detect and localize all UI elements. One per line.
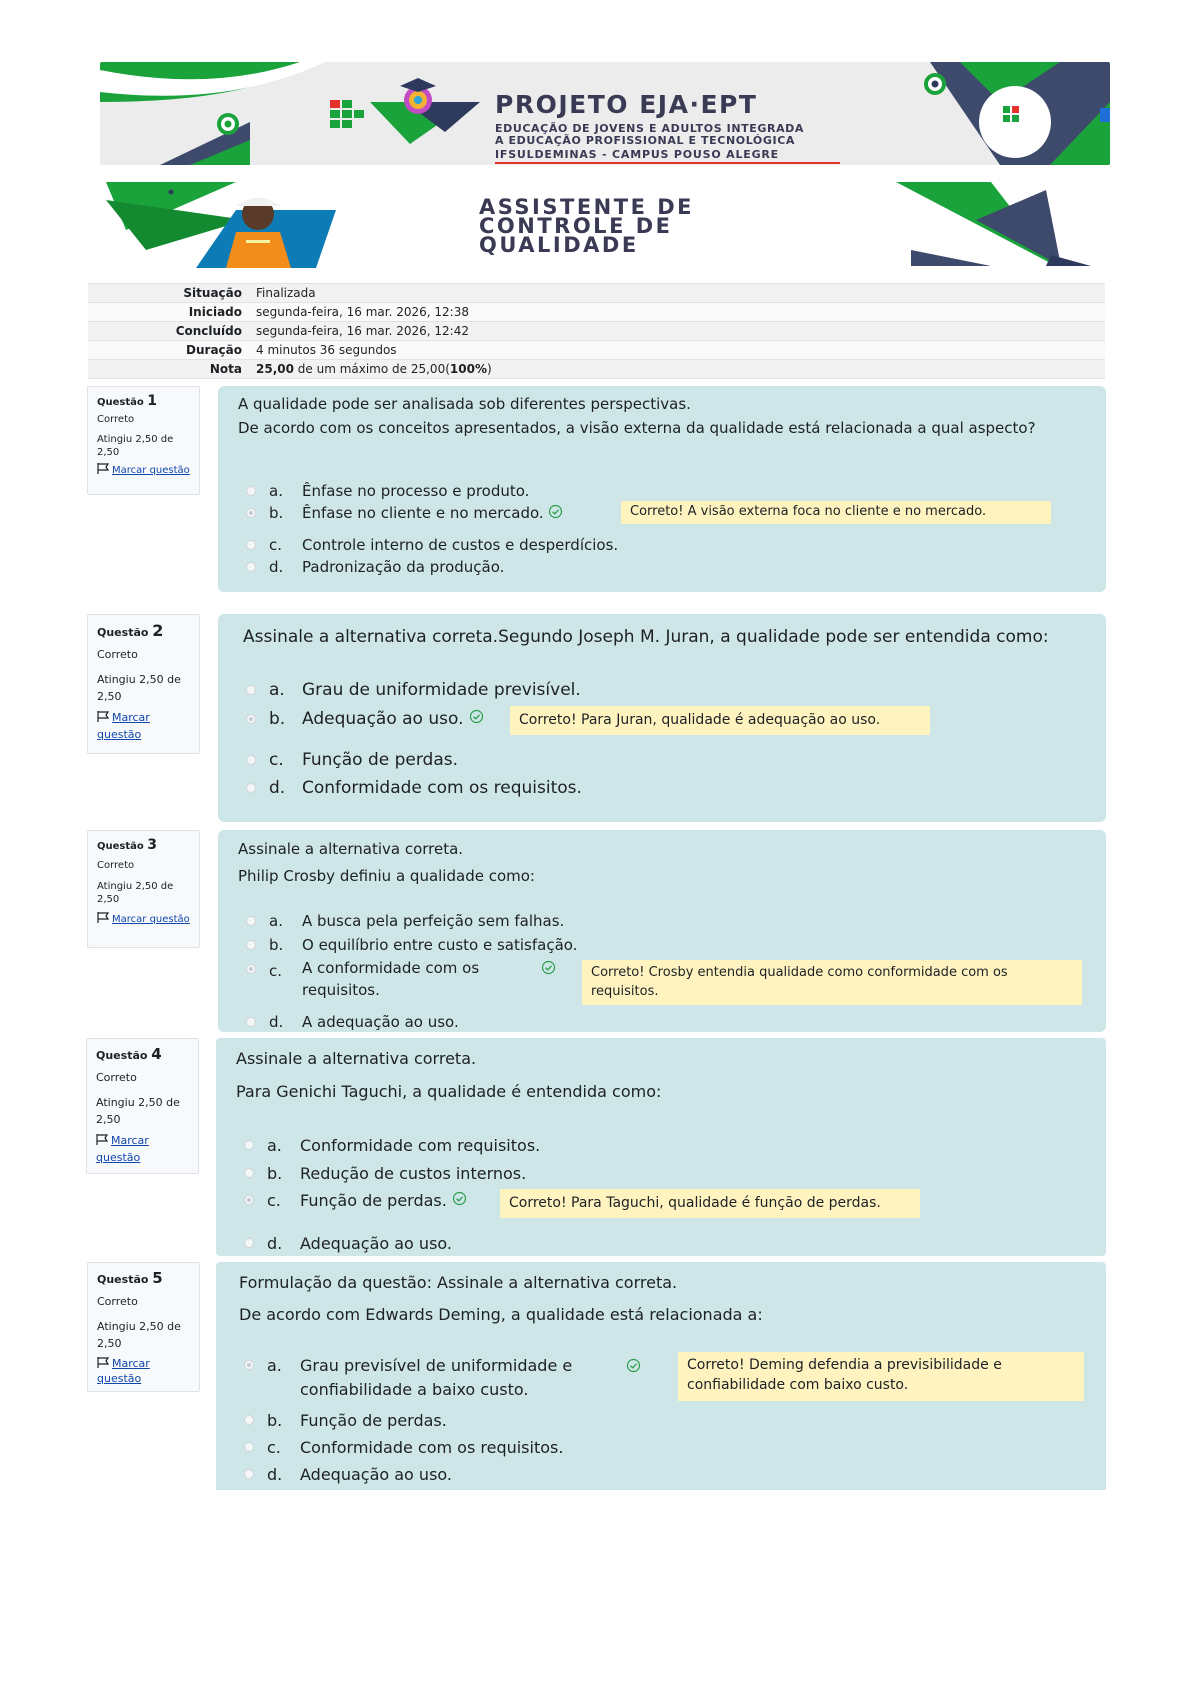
question-number-value: 4 bbox=[151, 1045, 162, 1063]
option-text: A busca pela perfeição sem falhas. bbox=[302, 912, 565, 930]
correct-check-icon bbox=[548, 504, 563, 519]
question-info-1 bbox=[87, 386, 200, 495]
grade-max-text: de um máximo de 25,00( bbox=[293, 362, 450, 376]
correct-check-icon bbox=[452, 1191, 467, 1206]
question-state: Correto bbox=[97, 648, 138, 661]
question-number bbox=[97, 393, 190, 409]
option-letter: c. bbox=[269, 962, 283, 980]
option-text: Ênfase no processo e produto. bbox=[302, 482, 530, 500]
question-text-line: De acordo com Edwards Deming, a qualidade está relacionada a: bbox=[239, 1305, 763, 1324]
question-content-4 bbox=[216, 1038, 1106, 1256]
question-info-5 bbox=[87, 1262, 200, 1392]
answer-option-d[interactable] bbox=[246, 558, 504, 576]
correct-check-icon bbox=[626, 1358, 641, 1373]
grade-percent: 100% bbox=[449, 362, 487, 376]
question-text bbox=[238, 394, 1088, 438]
radio-button-selected[interactable] bbox=[246, 508, 256, 518]
radio-button[interactable] bbox=[244, 1238, 254, 1248]
option-text: Função de perdas. bbox=[300, 1191, 447, 1210]
question-number-value: 2 bbox=[152, 621, 164, 640]
answer-option-d[interactable] bbox=[246, 778, 582, 798]
option-letter: d. bbox=[269, 558, 284, 576]
radio-button[interactable] bbox=[244, 1140, 254, 1150]
summary-label: Nota bbox=[209, 362, 242, 376]
option-letter: d. bbox=[269, 778, 286, 798]
question-text-line: Assinale a alternativa correta. bbox=[236, 1049, 477, 1068]
banner-subtitle-line-1: EDUCAÇÃO DE JOVENS E ADULTOS INTEGRADA bbox=[495, 122, 805, 135]
radio-button[interactable] bbox=[246, 940, 256, 950]
question-content-5 bbox=[216, 1262, 1106, 1490]
question-number bbox=[97, 621, 190, 640]
option-text: Adequação ao uso. bbox=[300, 1234, 452, 1253]
grade-close-paren: ) bbox=[486, 362, 492, 376]
option-text: A adequação ao uso. bbox=[302, 1013, 459, 1031]
summary-label: Duração bbox=[186, 343, 242, 357]
radio-button[interactable] bbox=[244, 1442, 254, 1452]
option-text: Padronização da produção. bbox=[302, 558, 505, 576]
option-text: Controle interno de custos e desperdícios. bbox=[302, 536, 619, 554]
option-text: Adequação ao uso. bbox=[300, 1465, 452, 1484]
answer-option-c[interactable] bbox=[246, 750, 458, 770]
option-letter: a. bbox=[267, 1356, 282, 1375]
radio-button[interactable] bbox=[244, 1168, 254, 1178]
question-text-line: Para Genichi Taguchi, a qualidade é entendida como: bbox=[236, 1082, 662, 1101]
question-grade: Atingiu 2,50 de 2,50 bbox=[97, 1320, 181, 1350]
course-title-line-3: QUALIDADE bbox=[479, 233, 639, 257]
summary-row-started bbox=[88, 302, 1105, 321]
question-state: Correto bbox=[97, 414, 135, 425]
question-info-3 bbox=[87, 830, 200, 948]
question-info-4 bbox=[86, 1038, 199, 1174]
option-text: Função de perdas. bbox=[302, 750, 459, 770]
attempt-summary-table bbox=[88, 283, 1105, 379]
question-grade: Atingiu 2,50 de 2,50 bbox=[96, 1096, 180, 1126]
option-text: Redução de custos internos. bbox=[300, 1164, 527, 1183]
radio-button[interactable] bbox=[246, 562, 256, 572]
flag-question-link[interactable] bbox=[97, 463, 190, 477]
course-title-line-1: ASSISTENTE DE bbox=[479, 195, 694, 219]
option-letter: d. bbox=[269, 1013, 284, 1031]
question-prefix: Questão bbox=[97, 1273, 149, 1286]
correct-check-icon bbox=[469, 709, 484, 724]
option-letter: c. bbox=[267, 1438, 281, 1457]
flag-icon bbox=[96, 1134, 109, 1145]
radio-button[interactable] bbox=[244, 1469, 254, 1479]
question-text bbox=[236, 1049, 1088, 1102]
answer-option-c[interactable] bbox=[244, 1191, 467, 1210]
option-letter: a. bbox=[269, 912, 283, 930]
radio-button-selected[interactable] bbox=[246, 964, 256, 974]
answer-option-b[interactable] bbox=[246, 709, 484, 729]
option-letter: b. bbox=[267, 1164, 283, 1183]
radio-button[interactable] bbox=[246, 1017, 256, 1027]
course-title-line-2: CONTROLE DE bbox=[479, 214, 673, 238]
question-number-value: 1 bbox=[147, 393, 157, 409]
radio-button-selected[interactable] bbox=[246, 714, 256, 724]
question-text-line: A qualidade pode ser analisada sob diferentes perspectivas. bbox=[238, 395, 691, 413]
summary-value: 4 minutos 36 segundos bbox=[256, 343, 397, 357]
flag-question-label: Marcar questão bbox=[96, 1134, 149, 1164]
question-number-value: 5 bbox=[152, 1269, 163, 1287]
banner-underline bbox=[495, 162, 840, 164]
answer-option-c[interactable] bbox=[244, 1438, 563, 1457]
radio-button-selected[interactable] bbox=[244, 1195, 254, 1205]
answer-option-a[interactable] bbox=[246, 680, 581, 700]
question-prefix: Questão bbox=[96, 1049, 148, 1062]
answer-option-a[interactable] bbox=[244, 1136, 540, 1155]
flag-question-link[interactable] bbox=[97, 709, 190, 743]
question-text-line: De acordo com os conceitos apresentados, a visão externa da qualidade está relacionada a qual aspecto? bbox=[238, 419, 1036, 437]
option-letter: c. bbox=[267, 1191, 281, 1210]
flag-question-label: Marcar questão bbox=[97, 1357, 150, 1385]
question-prefix: Questão bbox=[97, 397, 144, 408]
question-info-2 bbox=[87, 614, 200, 754]
answer-feedback: Correto! A visão externa foca no cliente e no mercado. bbox=[621, 501, 1051, 524]
summary-value: segunda-feira, 16 mar. 2026, 12:42 bbox=[256, 324, 469, 338]
question-state: Correto bbox=[97, 860, 135, 871]
question-number bbox=[97, 837, 190, 853]
eja-ept-banner bbox=[100, 62, 1110, 165]
option-letter: d. bbox=[267, 1234, 283, 1253]
option-letter: b. bbox=[269, 504, 284, 522]
answer-feedback: Correto! Crosby entendia qualidade como conformidade com os requisitos. bbox=[582, 960, 1082, 1005]
question-content-1 bbox=[218, 386, 1106, 592]
grade-score: 25,00 bbox=[256, 362, 294, 376]
answer-option-b[interactable] bbox=[244, 1411, 447, 1430]
flag-question-label: Marcar questão bbox=[112, 914, 190, 925]
option-text: Conformidade com os requisitos. bbox=[302, 778, 582, 798]
flag-question-link[interactable] bbox=[97, 912, 190, 926]
banner-subtitle-line-2: A EDUCAÇÃO PROFISSIONAL E TECNOLÓGICA bbox=[495, 134, 795, 147]
question-state: Correto bbox=[97, 1295, 138, 1308]
answer-option-d[interactable] bbox=[246, 1013, 459, 1031]
question-number bbox=[97, 1269, 190, 1287]
option-text: Ênfase no cliente e no mercado. bbox=[302, 504, 544, 522]
banner-campus: IFSULDEMINAS - CAMPUS POUSO ALEGRE bbox=[495, 148, 779, 161]
summary-row-completed bbox=[88, 321, 1105, 340]
answer-feedback: Correto! Para Taguchi, qualidade é função de perdas. bbox=[500, 1189, 920, 1218]
answer-option-b[interactable] bbox=[246, 504, 563, 522]
correct-check-icon bbox=[541, 960, 556, 975]
flag-icon bbox=[97, 711, 110, 722]
question-grade: Atingiu 2,50 de 2,50 bbox=[97, 881, 174, 905]
answer-option-a[interactable] bbox=[246, 482, 529, 500]
option-letter: b. bbox=[269, 709, 286, 729]
summary-row-duration bbox=[88, 340, 1105, 359]
flag-question-label: Marcar questão bbox=[112, 465, 190, 476]
radio-button[interactable] bbox=[246, 783, 256, 793]
banner-title: PROJETO EJA·EPT bbox=[495, 90, 758, 119]
option-letter: d. bbox=[267, 1465, 283, 1484]
summary-value: segunda-feira, 16 mar. 2026, 12:38 bbox=[256, 305, 469, 319]
radio-button[interactable] bbox=[246, 540, 256, 550]
flag-question-link[interactable] bbox=[97, 1356, 190, 1386]
summary-label: Concluído bbox=[175, 324, 242, 338]
radio-button[interactable] bbox=[246, 486, 256, 496]
option-text: Grau previsível de uniformidade e confiabilidade a baixo custo. bbox=[300, 1356, 573, 1399]
summary-value: Finalizada bbox=[256, 286, 316, 300]
option-text: Adequação ao uso. bbox=[302, 709, 464, 729]
option-text: O equilíbrio entre custo e satisfação. bbox=[302, 936, 578, 954]
question-text bbox=[243, 626, 1088, 648]
option-text: Função de perdas. bbox=[300, 1411, 447, 1430]
answer-option-a[interactable] bbox=[246, 912, 564, 930]
summary-row-grade bbox=[88, 359, 1105, 379]
option-letter: c. bbox=[269, 536, 283, 554]
question-prefix: Questão bbox=[97, 626, 149, 639]
answer-option-d[interactable] bbox=[244, 1234, 452, 1253]
question-number bbox=[96, 1045, 189, 1063]
answer-option-a[interactable] bbox=[244, 1354, 641, 1402]
flag-icon bbox=[97, 463, 110, 474]
question-grade: Atingiu 2,50 de 2,50 bbox=[97, 673, 181, 703]
radio-button-selected[interactable] bbox=[244, 1360, 254, 1370]
summary-value bbox=[250, 360, 492, 378]
radio-button[interactable] bbox=[246, 685, 256, 695]
summary-row-status bbox=[88, 283, 1105, 302]
option-letter: a. bbox=[269, 482, 283, 500]
option-letter: a. bbox=[269, 680, 285, 700]
option-letter: a. bbox=[267, 1136, 282, 1155]
flag-icon bbox=[97, 1357, 110, 1368]
question-prefix: Questão bbox=[97, 841, 144, 852]
option-text: Conformidade com os requisitos. bbox=[300, 1438, 564, 1457]
question-text-line: Assinale a alternativa correta.Segundo Joseph M. Juran, a qualidade pode ser entendida como: bbox=[243, 627, 1049, 647]
option-text: Grau de uniformidade previsível. bbox=[302, 680, 581, 700]
radio-button[interactable] bbox=[244, 1415, 254, 1425]
answer-feedback: Correto! Deming defendia a previsibilidade e confiabilidade com baixo custo. bbox=[678, 1352, 1084, 1401]
flag-question-label: Marcar questão bbox=[97, 711, 150, 741]
summary-label: Iniciado bbox=[188, 305, 242, 319]
answer-option-b[interactable] bbox=[246, 936, 577, 954]
question-text-line: Philip Crosby definiu a qualidade como: bbox=[238, 867, 535, 885]
question-content-3 bbox=[218, 830, 1106, 1032]
question-text bbox=[238, 839, 1088, 886]
flag-icon bbox=[97, 912, 110, 923]
option-text: A conformidade com os requisitos. bbox=[302, 959, 480, 999]
question-state: Correto bbox=[96, 1071, 137, 1084]
question-grade: Atingiu 2,50 de 2,50 bbox=[97, 434, 174, 458]
answer-feedback: Correto! Para Juran, qualidade é adequação ao uso. bbox=[510, 706, 930, 735]
answer-option-b[interactable] bbox=[244, 1164, 526, 1183]
answer-option-c[interactable] bbox=[246, 960, 556, 1001]
course-title bbox=[479, 195, 694, 257]
flag-question-link[interactable] bbox=[96, 1132, 189, 1166]
answer-option-c[interactable] bbox=[246, 536, 618, 554]
radio-button[interactable] bbox=[246, 755, 256, 765]
answer-option-d[interactable] bbox=[244, 1465, 452, 1484]
option-letter: c. bbox=[269, 750, 284, 770]
option-letter: b. bbox=[269, 936, 284, 954]
question-text-line: Assinale a alternativa correta. bbox=[238, 840, 464, 858]
radio-button[interactable] bbox=[246, 916, 256, 926]
question-content-2 bbox=[218, 614, 1106, 822]
question-text bbox=[239, 1273, 1088, 1325]
summary-label: Situação bbox=[183, 286, 242, 300]
question-text-line: Formulação da questão: Assinale a alternativa correta. bbox=[239, 1273, 678, 1292]
option-text: Conformidade com requisitos. bbox=[300, 1136, 541, 1155]
course-banner bbox=[86, 180, 1091, 268]
question-number-value: 3 bbox=[147, 837, 157, 853]
option-letter: b. bbox=[267, 1411, 283, 1430]
